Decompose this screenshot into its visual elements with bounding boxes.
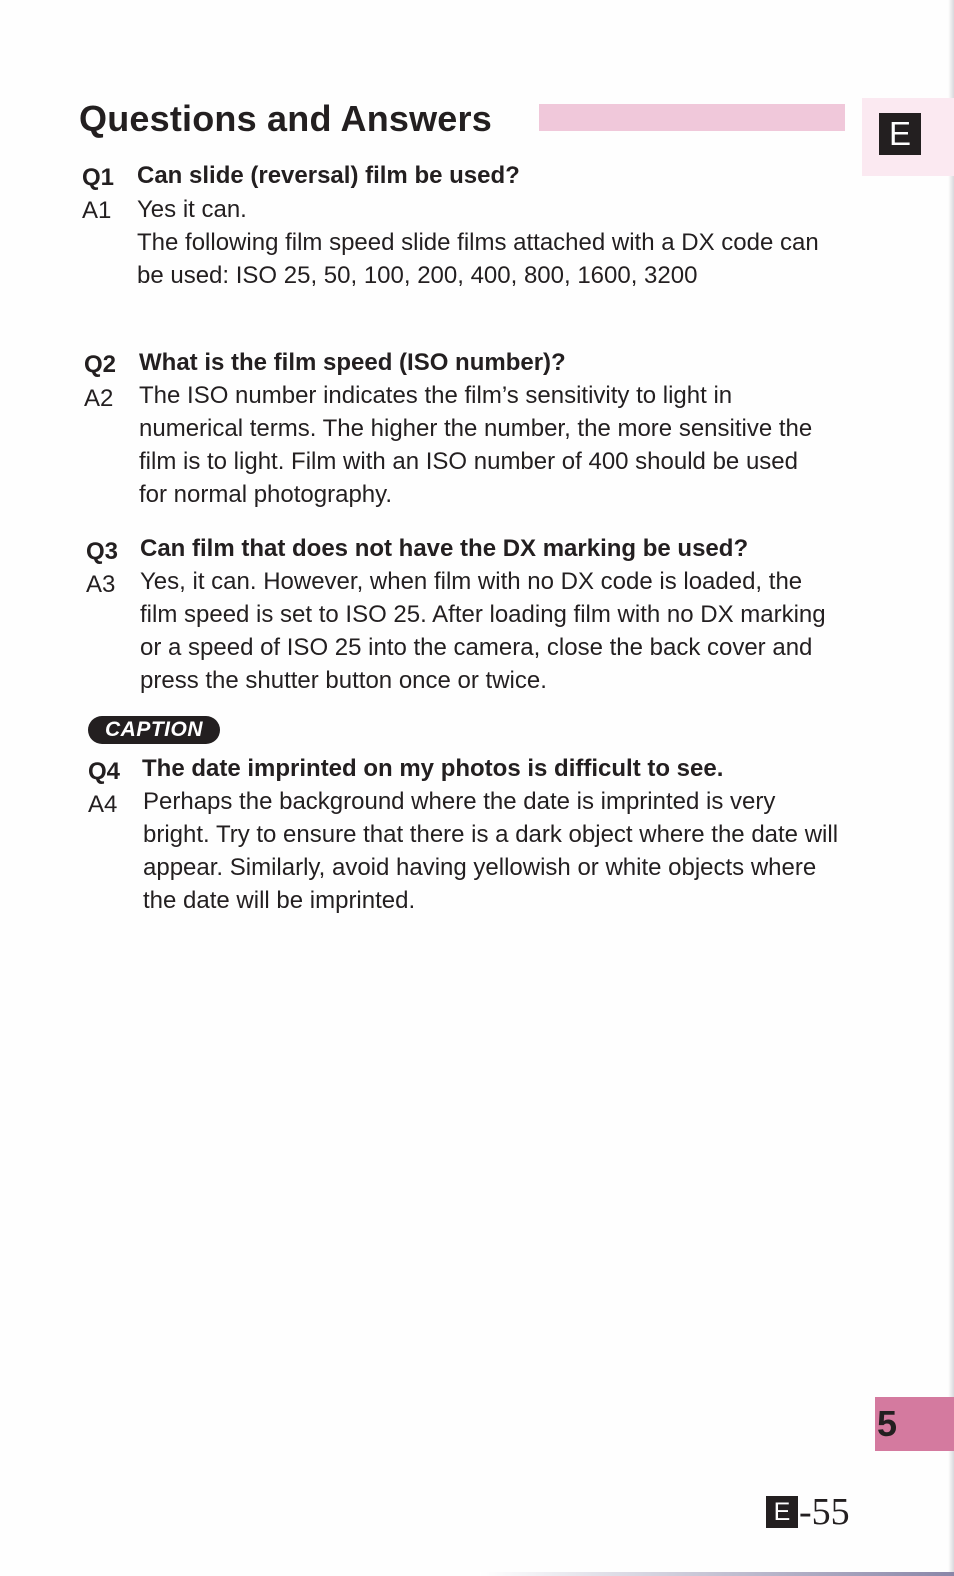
question-label: Q1 — [82, 164, 115, 191]
question-text: The date imprinted on my photos is difficult to see. — [142, 755, 724, 782]
answer-text — [139, 379, 829, 511]
answer-label: A3 — [86, 571, 116, 598]
chapter-number: 5 — [877, 1403, 898, 1444]
language-badge: E — [879, 113, 921, 155]
answer-text — [140, 565, 845, 697]
scan-edge-bottom — [480, 1572, 954, 1576]
scan-edge-right — [948, 0, 954, 1576]
answer-label: A1 — [82, 197, 112, 224]
page-prefix-badge: E — [766, 1496, 798, 1528]
answer-label: A4 — [88, 791, 118, 818]
answer-paragraph: Perhaps the background where the date is imprinted is very bright. Try to ensure that there is a dark object where the date will appear. Similarly, avoid having yellowish or white objects where the date will be imprinted. — [143, 788, 839, 914]
answer-paragraph: The ISO number indicates the film’s sensitivity to light in numerical terms. The higher the number, the more sensitive the film is to light. Film with an ISO number of 400 should be used for normal photography. — [139, 382, 813, 508]
title-accent-bar — [539, 104, 845, 131]
answer-paragraph: The following film speed slide films attached with a DX code can be used: ISO 25, 50, 100, 200, 400, 800, 1600, 3200 — [137, 229, 819, 289]
answer-paragraph: Yes it can. — [137, 196, 247, 223]
caption-badge: CAPTION — [88, 716, 220, 744]
answer-label: A2 — [84, 385, 114, 412]
answer-text — [143, 785, 848, 917]
question-text: Can slide (reversal) film be used? — [137, 162, 520, 189]
answer-text — [137, 193, 837, 292]
question-label: Q2 — [84, 351, 117, 378]
question-label: Q3 — [86, 538, 119, 565]
page-number: -55 — [799, 1491, 850, 1533]
question-text: Can film that does not have the DX marking be used? — [140, 535, 749, 562]
answer-paragraph: Yes, it can. However, when film with no DX code is loaded, the film speed is set to ISO 25. After loading film with no DX marking or a speed of ISO 25 into the camera, close the back cover and press the shutter button once or twice. — [140, 568, 826, 694]
question-label: Q4 — [88, 758, 121, 785]
page-title: Questions and Answers — [79, 98, 492, 139]
question-text: What is the film speed (ISO number)? — [139, 349, 566, 376]
